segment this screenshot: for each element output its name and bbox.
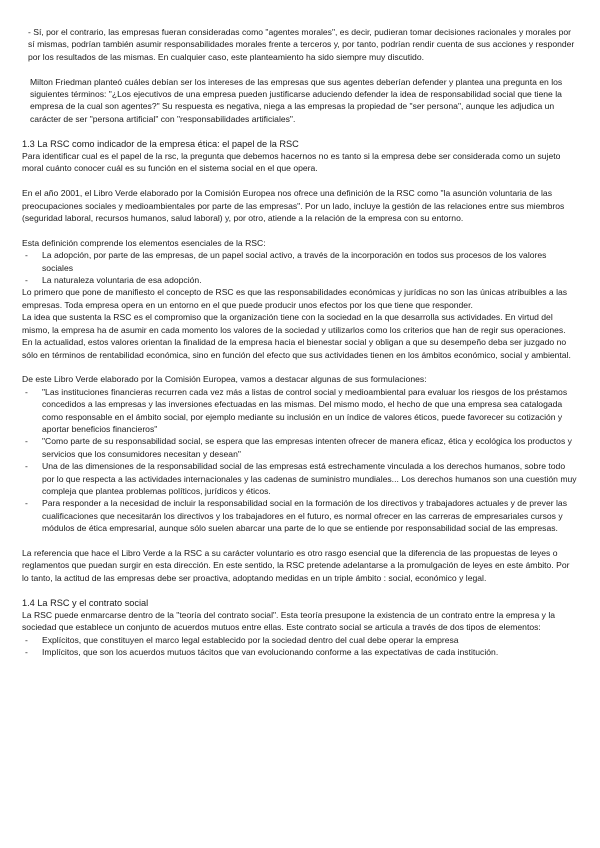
paragraph-responsibilities: Lo primero que pone de manifiesto el concepto de RSC es que las responsabilidades económicas y jurídicas no son las únicas atribuibles a las empresas. Toda empresa opera en un entorno en el que puede producir unos efectos por los que tiene que responder. bbox=[22, 287, 568, 310]
paragraph-formulations-intro: De este Libro Verde elaborado por la Comisión Europea, vamos a destacar algunas de sus formulaciones: bbox=[22, 374, 427, 385]
paragraph-green-book: En el año 2001, el Libro Verde elaborado por la Comisión Europea nos ofrece una definición de la RSC como "la asunción voluntaria de las preocupaciones sociales y medioambientales por parte de las empresas". Por un lado, incluye la gestión de las relaciones entre sus miembros (seguridad laboral, recursos humanos, salud laboral) y, por otro, atiende a la relación de la empresa con su entorno. bbox=[22, 188, 565, 224]
list-item: - Implícitos, que son los acuerdos mutuos tácitos que van evolucionando conforme a las expectativas de cada institución. bbox=[22, 646, 578, 658]
paragraph-commitment: La idea que sustenta la RSC es el compromiso que la organización tiene con la sociedad en la que desarrolla sus actividades. En virtud del mismo, la empresa ha de asumir en cada momento los valores de la sociedad y utilizarlos como los criterios que han de regir sus operaciones. En la actualidad, estos valores orientan la finalidad de la empresa hacia el bienestar social y obligan a que su desempeño deba ser juzgado no sólo en términos de rentabilidad económica, sino en función del efecto que sus actividades tienen en los ámbitos económico, social y ambiental. bbox=[22, 312, 571, 360]
paragraph-social-contract: La RSC puede enmarcarse dentro de la "teoría del contrato social". Esta teoría presupone la existencia de un contrato entre la empresa y la sociedad que establece un conjunto de acuerdos mutuos entre ellas. Este contrato social se articula a través de dos tipos de elementos: bbox=[22, 609, 556, 633]
paragraph-moral-agents: - Sí, por el contrario, las empresas fueran consideradas como "agentes morales", es decir, pudieran tomar decisiones racionales y morales por sí mismas, podrían también asumir responsabilidades morales frente a terceros y, por tanto, podrían rendir cuenta de sus acciones y responder por los resultados de las mismas. En cualquier caso, este planteamiento ha sido siempre muy discutido. bbox=[28, 27, 575, 62]
list-item: - "Como parte de su responsabilidad social, se espera que las empresas intenten ofrecer de manera eficaz, ética y ecológica los productos y servicios que los consumidores necesitan y desean" bbox=[22, 435, 578, 460]
section-heading-1-3: 1.3 La RSC como indicador de la empresa ética: el papel de la RSC bbox=[22, 138, 299, 149]
list-item: - "Las instituciones financieras recurren cada vez más a listas de control social y medioambiental para evaluar los riesgos de los préstamos concedidos a las empresas y las inversiones efectuadas en las mismas. Del mismo modo, el hecho de que una empresa sea catalogada como responsable en el ámbito social, por ejemplo mediante su inclusión en un índice de valores éticos, puede favorecer su cotización y aportar beneficios financieros" bbox=[22, 386, 578, 436]
list-item: - La adopción, por parte de las empresas, de un papel social activo, a través de la incorporación en todos sus procesos de los valores sociales bbox=[22, 249, 578, 274]
list-item: - Para responder a la necesidad de incluir la responsabilidad social en la formación de los directivos y trabajadores actuales y de prever las cualificaciones que necesitarán los directivos y los trabajadores en el futuro, es normal ofrecer en las carreras de empresariales cursos y módulos de ética empresarial, aunque sólo suelen abarcar una parte de lo que se entiende por responsabilidad social de las empresas. bbox=[22, 497, 578, 534]
paragraph-friedman: Milton Friedman planteó cuáles debían ser los intereses de las empresas que sus agentes deberían defender y plantea una pregunta en los siguientes términos: "¿Los ejecutivos de una empresa pueden justificarse aduciendo defender la idea de responsabilidad social que tiene la empresa de la cual son agentes?" Su respuesta es negativa, niega a las empresas la propiedad de "ser persona", aunque les adjudica un carácter de ser "persona artificial" con "responsabilidades artificiales". bbox=[30, 76, 563, 124]
list-contract-elements bbox=[22, 634, 578, 659]
list-formulations bbox=[22, 386, 578, 535]
paragraph-rsc-role: Para identificar cual es el papel de la rsc, la pregunta que debemos hacernos no es tanto si la empresa debe ser considerada como un sujeto moral cuánto conocer cuál es su función en el sistema social en el que opera. bbox=[22, 151, 561, 174]
list-item: - Explícitos, que constituyen el marco legal establecido por la sociedad dentro del cual debe operar la empresa bbox=[22, 634, 578, 646]
section-heading-1-4: 1.4 La RSC y el contrato social bbox=[22, 597, 149, 608]
list-item: - Una de las dimensiones de la responsabilidad social de las empresas está estrechamente vinculada a los derechos humanos, sobre todo por lo que respecta a las actividades internacionales y las cadenas de suministro mundiales... Los derechos humanos son una cuestión muy compleja que plantea problemas políticos, jurídicos y éticos. bbox=[22, 460, 578, 497]
paragraph-definition-intro: Esta definición comprende los elementos esenciales de la RSC: bbox=[22, 237, 266, 248]
list-item: - La naturaleza voluntaria de esa adopción. bbox=[22, 274, 578, 286]
paragraph-voluntary: La referencia que hace el Libro Verde a la RSC a su carácter voluntario es otro rasgo esencial que la diferencia de las propuestas de leyes o reglamentos que puedan surgir en esta dirección. En este sentido, la RSC pretende adelantarse a la promulgación de leyes en este ámbito. Por lo tanto, la actitud de las empresas debe ser proactiva, adoptando medidas en un triple ámbito : social, económico y legal. bbox=[22, 547, 570, 583]
list-essential-elements bbox=[22, 249, 578, 286]
